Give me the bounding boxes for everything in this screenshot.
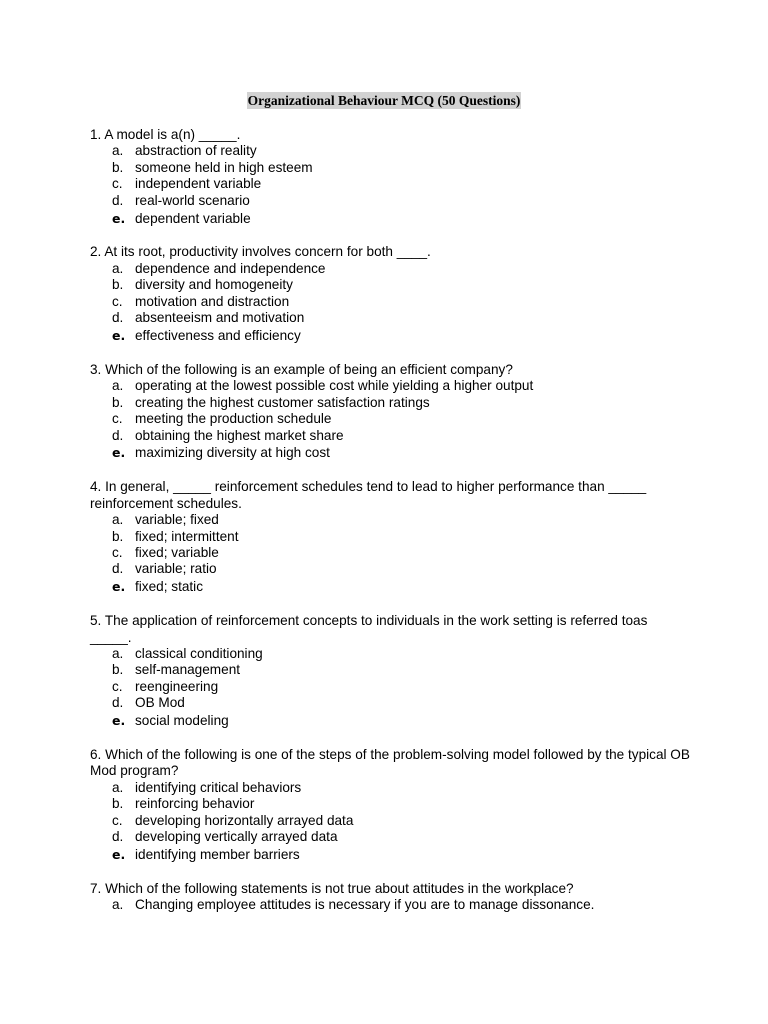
question-text: 2. At its root, productivity involves concern for both ____. — [90, 244, 431, 260]
answer-option — [90, 529, 690, 545]
option-letter: e. — [112, 579, 126, 595]
answer-option — [90, 796, 690, 812]
answer-option — [90, 829, 690, 845]
option-text: dependent variable — [135, 210, 251, 226]
option-letter: b. — [112, 277, 124, 293]
option-letter: a. — [112, 779, 124, 795]
option-letter: c. — [112, 176, 123, 192]
option-letter: b. — [112, 528, 124, 544]
option-text: Changing employee attitudes is necessary if you are to manage dissonance. — [135, 897, 595, 913]
answer-option — [90, 211, 690, 227]
answer-options — [90, 897, 690, 913]
option-text: fixed; intermittent — [135, 528, 239, 544]
question-list — [90, 127, 690, 931]
option-text: creating the highest customer satisfaction ratings — [135, 394, 430, 410]
option-text: OB Mod — [135, 695, 185, 711]
option-text: effectiveness and efficiency — [135, 327, 301, 343]
answer-option — [90, 328, 690, 344]
option-text: self-management — [135, 662, 241, 678]
question-text: 6. Which of the following is one of the steps of the problem-solving model followed by the typical OB Mod program? — [90, 747, 690, 779]
question-text: 5. The application of reinforcement concepts to individuals in the work setting is referred toas _____. — [90, 613, 648, 645]
question-3 — [90, 362, 690, 462]
option-letter: a. — [112, 378, 124, 394]
answer-option — [90, 160, 690, 176]
question-text: 3. Which of the following is an example of being an efficient company? — [90, 361, 513, 377]
option-text: variable; ratio — [135, 561, 217, 577]
option-letter: b. — [112, 159, 124, 175]
option-letter: d. — [112, 310, 124, 326]
answer-option — [90, 193, 690, 209]
option-text: classical conditioning — [135, 645, 263, 661]
option-letter: c. — [112, 678, 123, 694]
option-text: diversity and homogeneity — [135, 277, 293, 293]
option-letter: c. — [112, 544, 123, 560]
option-letter: c. — [112, 293, 123, 309]
option-text: reinforcing behavior — [135, 796, 255, 812]
answer-option — [90, 411, 690, 427]
option-text: developing horizontally arrayed data — [135, 812, 354, 828]
answer-option — [90, 428, 690, 444]
option-text: maximizing diversity at high cost — [135, 445, 330, 461]
option-letter: e. — [112, 846, 126, 862]
title-wrapper — [0, 92, 768, 110]
document-title: Organizational Behaviour MCQ (50 Questions) — [247, 93, 521, 108]
answer-option — [90, 561, 690, 577]
answer-option — [90, 310, 690, 326]
option-letter: d. — [112, 695, 124, 711]
option-text: real-world scenario — [135, 192, 250, 208]
option-letter: e. — [112, 327, 126, 343]
option-letter: d. — [112, 192, 124, 208]
option-letter: e. — [112, 713, 126, 729]
question-5 — [90, 613, 690, 729]
answer-option — [90, 395, 690, 411]
option-letter: a. — [112, 645, 124, 661]
option-letter: c. — [112, 411, 123, 427]
option-text: obtaining the highest market share — [135, 427, 344, 443]
answer-options — [90, 780, 690, 864]
question-2 — [90, 244, 690, 344]
option-text: independent variable — [135, 176, 262, 192]
option-text: someone held in high esteem — [135, 159, 313, 175]
option-letter: d. — [112, 829, 124, 845]
answer-option — [90, 176, 690, 192]
option-letter: a. — [112, 260, 124, 276]
question-4 — [90, 479, 690, 595]
option-letter: d. — [112, 561, 124, 577]
option-text: variable; fixed — [135, 512, 219, 528]
option-text: abstraction of reality — [135, 143, 257, 159]
option-letter: a. — [112, 897, 124, 913]
question-7 — [90, 881, 690, 914]
option-letter: a. — [112, 512, 124, 528]
option-letter: b. — [112, 796, 124, 812]
answer-option — [90, 662, 690, 678]
option-text: fixed; variable — [135, 544, 219, 560]
option-letter: a. — [112, 143, 124, 159]
option-text: motivation and distraction — [135, 293, 290, 309]
option-text: fixed; static — [135, 579, 203, 595]
answer-option — [90, 646, 690, 662]
answer-option — [90, 847, 690, 863]
question-text: 7. Which of the following statements is not true about attitudes in the workplace? — [90, 880, 574, 896]
option-text: identifying critical behaviors — [135, 779, 302, 795]
answer-option — [90, 679, 690, 695]
answer-option — [90, 261, 690, 277]
answer-option — [90, 277, 690, 293]
option-text: meeting the production schedule — [135, 411, 332, 427]
question-1 — [90, 127, 690, 227]
question-6 — [90, 747, 690, 863]
option-text: reengineering — [135, 678, 219, 694]
answer-options — [90, 646, 690, 730]
option-letter: e. — [112, 210, 126, 226]
option-letter: d. — [112, 427, 124, 443]
answer-option — [90, 579, 690, 595]
answer-options — [90, 378, 690, 462]
answer-options — [90, 261, 690, 345]
option-text: absenteeism and motivation — [135, 310, 305, 326]
answer-option — [90, 713, 690, 729]
answer-option — [90, 545, 690, 561]
option-text: social modeling — [135, 713, 229, 729]
option-text: operating at the lowest possible cost while yielding a higher output — [135, 378, 534, 394]
answer-option — [90, 780, 690, 796]
option-text: identifying member barriers — [135, 846, 300, 862]
answer-option — [90, 143, 690, 159]
answer-option — [90, 294, 690, 310]
answer-option — [90, 695, 690, 711]
option-letter: e. — [112, 445, 126, 461]
answer-option — [90, 445, 690, 461]
answer-options — [90, 143, 690, 227]
question-text: 4. In general, _____ reinforcement schedules tend to lead to higher performance than _____ reinforcement schedules. — [90, 479, 647, 511]
question-text: 1. A model is a(n) _____. — [90, 127, 241, 142]
option-letter: c. — [112, 812, 123, 828]
option-letter: b. — [112, 662, 124, 678]
option-text: dependence and independence — [135, 260, 326, 276]
answer-option — [90, 813, 690, 829]
answer-option — [90, 897, 690, 913]
option-letter: b. — [112, 394, 124, 410]
answer-options — [90, 512, 690, 596]
option-text: developing vertically arrayed data — [135, 829, 338, 845]
answer-option — [90, 378, 690, 394]
answer-option — [90, 512, 690, 528]
